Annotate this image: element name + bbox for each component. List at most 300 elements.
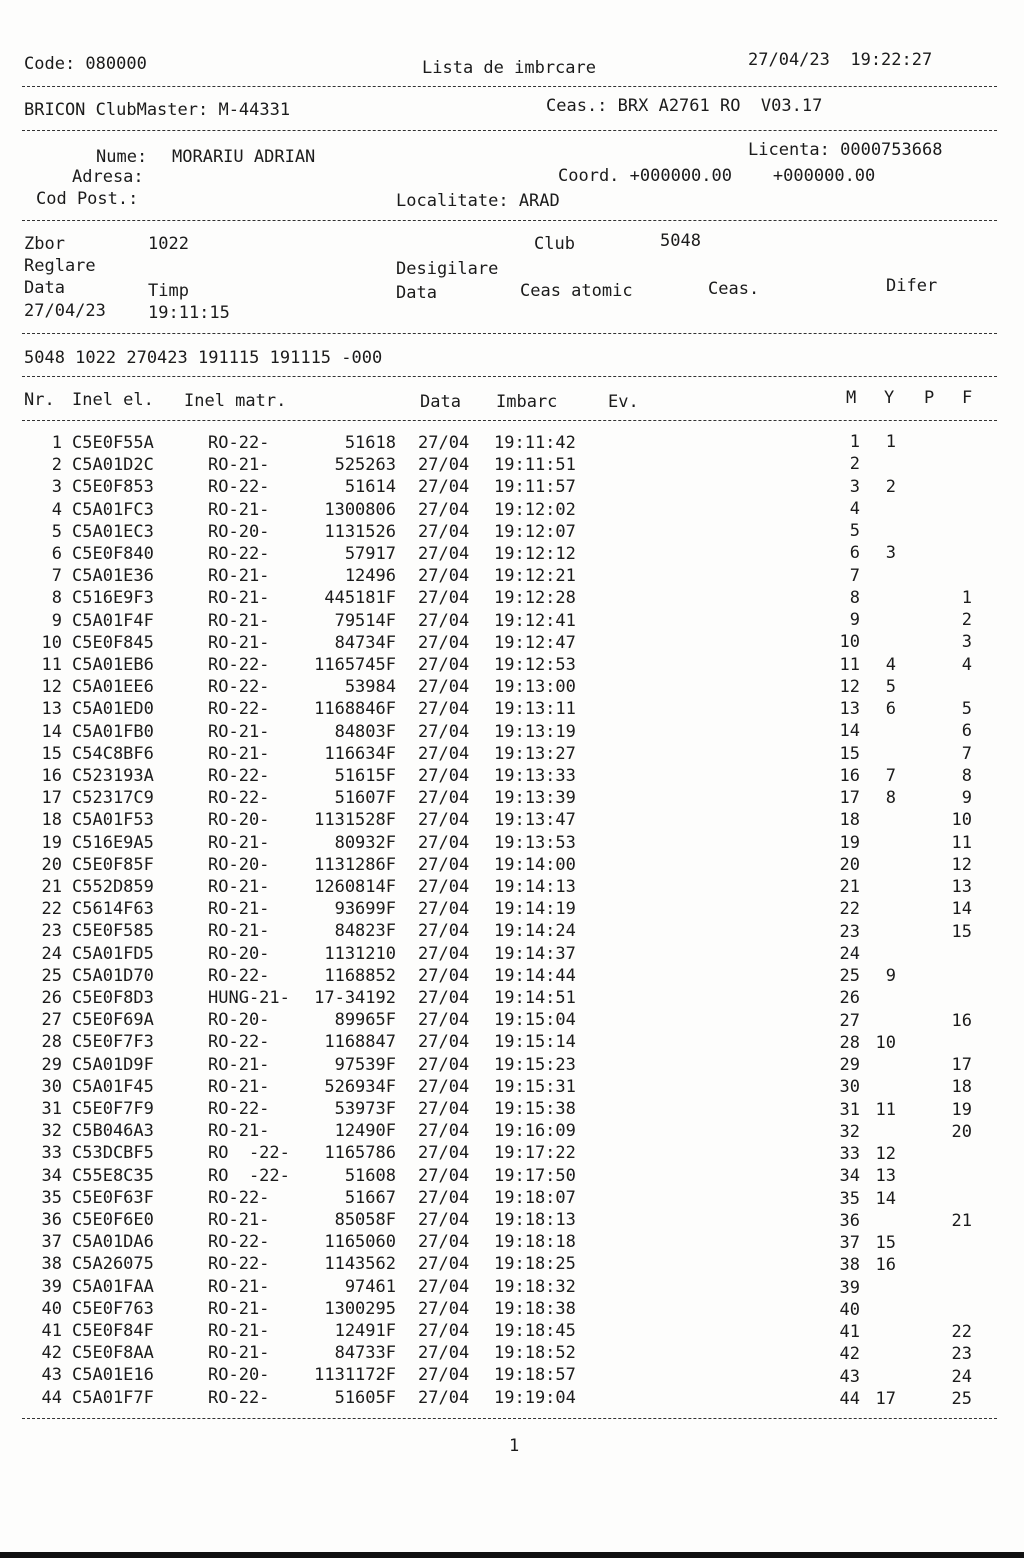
row-time: 19:13:47 — [494, 810, 576, 831]
row-m: 38 — [839, 1255, 860, 1276]
row-time: 19:14:51 — [494, 988, 576, 1008]
desigilare-label: Desigilare — [396, 259, 499, 279]
row-nr: 40 — [41, 1298, 62, 1319]
row-nr: 11 — [41, 655, 62, 675]
row-f: 4 — [961, 654, 972, 675]
row-time: 19:17:50 — [494, 1165, 576, 1186]
row-inel-el: C5A01EB6 — [72, 655, 154, 675]
row-f: 22 — [951, 1322, 972, 1342]
row-nr: 2 — [51, 455, 62, 476]
row-m: 12 — [839, 676, 860, 697]
col-ev: Ev. — [608, 392, 639, 412]
row-inel-el: C5A01DA6 — [72, 1232, 154, 1253]
row-ring-prefix: RO-22- — [208, 699, 270, 720]
row-nr: 23 — [41, 921, 62, 942]
row-m: 24 — [839, 943, 860, 964]
row-f: 21 — [951, 1210, 972, 1231]
row-date: 27/04 — [418, 1099, 470, 1119]
row-ring-prefix: RO-21- — [208, 743, 270, 764]
row-f: 3 — [961, 632, 972, 653]
row-y: 12 — [875, 1144, 896, 1164]
row-nr: 33 — [41, 1143, 62, 1164]
row-time: 19:12:53 — [494, 655, 576, 675]
row-m: 3 — [849, 476, 860, 497]
row-inel-el: C5A01D9F — [72, 1054, 154, 1075]
row-nr: 21 — [41, 877, 62, 897]
row-date: 27/04 — [418, 521, 470, 542]
row-ring-prefix: HUNG-21- — [208, 988, 290, 1008]
row-m: 18 — [839, 810, 860, 831]
row-ring-prefix: RO-21- — [208, 610, 270, 631]
row-y: 8 — [885, 788, 896, 808]
row-ring-number: 1165786 — [324, 1143, 396, 1164]
row-date: 27/04 — [418, 588, 470, 609]
row-ring-prefix: RO-21- — [208, 899, 270, 920]
row-date: 27/04 — [418, 766, 470, 786]
row-time: 19:18:45 — [494, 1321, 576, 1341]
row-m: 39 — [839, 1277, 860, 1298]
row-ring-number: 1131526 — [324, 521, 396, 542]
row-nr: 24 — [41, 943, 62, 964]
row-date: 27/04 — [418, 1121, 470, 1142]
row-ring-prefix: RO-21- — [208, 1076, 270, 1097]
divider — [22, 1418, 997, 1419]
row-date: 27/04 — [418, 677, 470, 698]
row-time: 19:14:19 — [494, 899, 576, 920]
row-ring-prefix: RO-22- — [208, 965, 270, 986]
row-ring-number: 1131172F — [314, 1365, 396, 1386]
row-ring-prefix: RO-20- — [208, 854, 270, 875]
divider — [22, 220, 997, 221]
row-nr: 16 — [41, 766, 62, 786]
row-date: 27/04 — [418, 877, 470, 897]
row-nr: 15 — [41, 743, 62, 764]
clock-id: Ceas.: BRX A2761 RO V03.17 — [546, 96, 823, 116]
row-inel-el: C5E0F63F — [72, 1187, 154, 1208]
row-ring-prefix: RO-20- — [208, 1010, 270, 1031]
row-nr: 4 — [51, 499, 62, 520]
row-ring-number: 1260814F — [314, 877, 396, 897]
row-ring-prefix: RO-22- — [208, 655, 270, 675]
row-y: 7 — [885, 765, 896, 786]
row-time: 19:13:19 — [494, 721, 576, 742]
row-inel-el: C523193A — [72, 766, 154, 786]
row-ring-prefix: RO-21- — [208, 499, 270, 520]
row-m: 32 — [839, 1121, 860, 1142]
row-time: 19:16:09 — [494, 1121, 576, 1142]
row-time: 19:18:38 — [494, 1298, 576, 1319]
row-time: 19:13:33 — [494, 766, 576, 786]
row-date: 27/04 — [418, 988, 470, 1008]
row-ring-number: 84734F — [334, 632, 396, 653]
row-inel-el: C5A01FC3 — [72, 499, 154, 520]
row-ring-number: 84803F — [334, 721, 396, 742]
row-m: 27 — [839, 1010, 860, 1031]
row-ring-prefix: RO-22- — [208, 544, 270, 564]
row-inel-el: C52317C9 — [72, 788, 154, 809]
row-date: 27/04 — [418, 1365, 470, 1386]
row-ring-number: 53973F — [334, 1099, 396, 1119]
row-nr: 19 — [41, 832, 62, 853]
row-date: 27/04 — [418, 788, 470, 809]
row-time: 19:15:23 — [494, 1054, 576, 1075]
row-ring-prefix: RO-22- — [208, 1099, 270, 1119]
row-ring-number: 80932F — [334, 832, 396, 853]
row-inel-el: C5E0F55A — [72, 433, 154, 453]
row-ring-number: 53984 — [344, 677, 396, 698]
row-ring-number: 12491F — [334, 1321, 396, 1341]
desigilare-date-label: Data — [396, 283, 437, 303]
row-nr: 14 — [41, 721, 62, 742]
row-inel-el: C5A01E36 — [72, 566, 154, 587]
row-inel-el: C5E0F85F — [72, 854, 154, 875]
row-f: 15 — [951, 921, 972, 942]
atomic-clock-label: Ceas atomic — [520, 281, 633, 301]
owner-name: MORARIU ADRIAN — [172, 147, 316, 167]
row-date: 27/04 — [418, 433, 470, 453]
clock-label: Ceas. — [708, 279, 760, 299]
row-inel-el: C54C8BF6 — [72, 743, 154, 764]
row-time: 19:12:02 — [494, 499, 576, 520]
row-f: 8 — [961, 765, 972, 786]
page-number: 1 — [509, 1436, 520, 1456]
row-ring-prefix: RO-21- — [208, 1298, 270, 1319]
row-m: 17 — [839, 788, 860, 808]
row-ring-prefix: RO-21- — [208, 566, 270, 587]
row-m: 6 — [849, 543, 860, 564]
difference-label: Difer — [886, 276, 938, 296]
row-inel-el: C5E0F6E0 — [72, 1210, 154, 1230]
row-y: 2 — [885, 476, 896, 497]
row-time: 19:14:44 — [494, 965, 576, 986]
row-ring-prefix: RO -22- — [208, 1165, 290, 1186]
divider — [22, 130, 997, 131]
row-time: 19:12:21 — [494, 566, 576, 587]
row-ring-prefix: RO-21- — [208, 832, 270, 853]
row-m: 16 — [839, 765, 860, 786]
name-label: Nume: — [96, 147, 148, 167]
row-inel-el: C5A01F7F — [72, 1387, 154, 1408]
row-ring-number: 85058F — [334, 1210, 396, 1230]
row-nr: 29 — [41, 1054, 62, 1075]
row-m: 19 — [839, 832, 860, 853]
row-ring-prefix: RO-22- — [208, 1387, 270, 1408]
row-ring-prefix: RO-21- — [208, 1121, 270, 1142]
license-number: Licenta: 0000753668 — [748, 140, 943, 160]
row-ring-number: 116634F — [324, 743, 396, 764]
row-nr: 39 — [41, 1276, 62, 1297]
row-ring-prefix: RO-22- — [208, 1254, 270, 1275]
row-nr: 32 — [41, 1121, 62, 1142]
row-nr: 26 — [41, 988, 62, 1008]
row-ring-number: 51608 — [344, 1165, 396, 1186]
row-date: 27/04 — [418, 455, 470, 476]
row-time: 19:14:00 — [494, 854, 576, 875]
row-ring-prefix: RO-21- — [208, 1276, 270, 1297]
row-y: 4 — [885, 654, 896, 675]
row-f: 7 — [961, 743, 972, 764]
row-inel-el: C5E0F7F9 — [72, 1099, 154, 1119]
row-nr: 6 — [51, 544, 62, 564]
row-date: 27/04 — [418, 1254, 470, 1275]
row-y: 15 — [875, 1233, 896, 1253]
postal-code-label: Cod Post.: — [36, 189, 139, 209]
row-nr: 30 — [41, 1076, 62, 1097]
row-ring-number: 525263 — [334, 455, 396, 476]
row-inel-el: C5E0F69A — [72, 1010, 154, 1031]
reglare-label: Reglare — [24, 256, 96, 276]
row-ring-number: 51615F — [334, 766, 396, 786]
row-inel-el: C5E0F7F3 — [72, 1032, 154, 1053]
row-nr: 37 — [41, 1232, 62, 1253]
row-f: 10 — [951, 810, 972, 831]
row-date: 27/04 — [418, 943, 470, 964]
row-y: 9 — [885, 966, 896, 986]
row-f: 20 — [951, 1121, 972, 1142]
row-nr: 34 — [41, 1165, 62, 1186]
row-date: 27/04 — [418, 566, 470, 587]
row-time: 19:12:12 — [494, 544, 576, 564]
row-nr: 3 — [51, 477, 62, 498]
row-ring-number: 526934F — [324, 1076, 396, 1097]
row-ring-prefix: RO-21- — [208, 721, 270, 742]
flight-summary: 5048 1022 270423 191115 191115 -000 — [24, 348, 383, 368]
row-f: 23 — [951, 1344, 972, 1365]
row-nr: 43 — [41, 1365, 62, 1386]
row-inel-el: C5E0F84F — [72, 1321, 154, 1341]
row-y: 11 — [875, 1099, 896, 1120]
row-time: 19:15:04 — [494, 1010, 576, 1031]
row-ring-prefix: RO-22- — [208, 766, 270, 786]
row-ring-prefix: RO-22- — [208, 433, 270, 453]
row-f: 19 — [951, 1099, 972, 1120]
row-time: 19:13:27 — [494, 743, 576, 764]
row-m: 7 — [849, 565, 860, 586]
print-datetime: 27/04/23 19:22:27 — [748, 50, 933, 70]
row-inel-el: C5A01F53 — [72, 810, 154, 831]
row-f: 5 — [961, 699, 972, 719]
divider — [22, 333, 997, 334]
row-m: 40 — [839, 1299, 860, 1320]
row-ring-prefix: RO-22- — [208, 1187, 270, 1208]
row-date: 27/04 — [418, 1276, 470, 1297]
row-nr: 22 — [41, 899, 62, 920]
divider — [22, 420, 997, 421]
row-ring-prefix: RO-21- — [208, 1321, 270, 1341]
row-f: 12 — [951, 854, 972, 875]
row-inel-el: C5A01E16 — [72, 1365, 154, 1386]
row-date: 27/04 — [418, 899, 470, 920]
row-ring-prefix: RO-21- — [208, 1054, 270, 1075]
row-ring-number: 1300806 — [324, 499, 396, 520]
row-nr: 38 — [41, 1254, 62, 1275]
row-nr: 17 — [41, 788, 62, 809]
row-m: 31 — [839, 1099, 860, 1120]
row-inel-el: C5A01F4F — [72, 610, 154, 631]
row-m: 43 — [839, 1366, 860, 1387]
reglare-time-label: Timp — [148, 281, 189, 301]
row-m: 1 — [849, 432, 860, 452]
row-ring-prefix: RO-20- — [208, 521, 270, 542]
row-inel-el: C5E0F8D3 — [72, 988, 154, 1008]
row-m: 22 — [839, 899, 860, 920]
row-time: 19:11:42 — [494, 433, 576, 453]
col-y: Y — [884, 388, 895, 408]
row-y: 16 — [875, 1255, 896, 1276]
row-date: 27/04 — [418, 699, 470, 720]
row-m: 37 — [839, 1233, 860, 1253]
row-ring-number: 51605F — [334, 1387, 396, 1408]
row-y: 10 — [875, 1032, 896, 1053]
row-ring-number: 84823F — [334, 921, 396, 942]
row-m: 44 — [839, 1388, 860, 1409]
col-nr: Nr. — [24, 390, 55, 410]
row-y: 13 — [875, 1166, 896, 1187]
row-y: 14 — [875, 1188, 896, 1209]
row-inel-el: C53DCBF5 — [72, 1143, 154, 1164]
row-nr: 20 — [41, 854, 62, 875]
row-nr: 5 — [51, 521, 62, 542]
flight-number: 1022 — [148, 234, 189, 254]
row-ring-number: 97539F — [334, 1054, 396, 1075]
row-nr: 8 — [51, 588, 62, 609]
row-time: 19:18:07 — [494, 1187, 576, 1208]
row-inel-el: C5A01FB0 — [72, 721, 154, 742]
row-time: 19:12:41 — [494, 610, 576, 631]
row-time: 19:14:24 — [494, 921, 576, 942]
row-ring-number: 1168852 — [324, 965, 396, 986]
divider — [22, 376, 997, 377]
row-ring-number: 17-34192 — [314, 988, 396, 1008]
address-label: Adresa: — [72, 167, 144, 187]
row-m: 42 — [839, 1344, 860, 1365]
row-time: 19:12:47 — [494, 632, 576, 653]
row-ring-number: 12496 — [344, 566, 396, 587]
flight-label: Zbor — [24, 234, 65, 254]
row-m: 8 — [849, 587, 860, 608]
row-date: 27/04 — [418, 1187, 470, 1208]
reglare-date: 27/04/23 — [24, 301, 106, 321]
row-f: 1 — [961, 587, 972, 608]
document-title: Lista de imbrcare — [422, 58, 596, 78]
row-date: 27/04 — [418, 832, 470, 853]
row-ring-number: 1131528F — [314, 810, 396, 831]
row-ring-prefix: RO-21- — [208, 877, 270, 897]
row-inel-el: C5B046A3 — [72, 1121, 154, 1142]
row-nr: 35 — [41, 1187, 62, 1208]
row-time: 19:15:31 — [494, 1076, 576, 1097]
row-date: 27/04 — [418, 1343, 470, 1364]
row-date: 27/04 — [418, 1165, 470, 1186]
row-ring-prefix: RO-21- — [208, 921, 270, 942]
row-date: 27/04 — [418, 499, 470, 520]
row-nr: 28 — [41, 1032, 62, 1053]
row-ring-number: 12490F — [334, 1121, 396, 1142]
row-ring-number: 1300295 — [324, 1298, 396, 1319]
row-time: 19:12:28 — [494, 588, 576, 609]
row-m: 36 — [839, 1210, 860, 1231]
row-ring-number: 51614 — [344, 477, 396, 498]
row-nr: 7 — [51, 566, 62, 587]
row-time: 19:13:00 — [494, 677, 576, 698]
row-m: 11 — [839, 654, 860, 675]
row-ring-number: 1168846F — [314, 699, 396, 720]
row-m: 20 — [839, 854, 860, 875]
row-date: 27/04 — [418, 743, 470, 764]
row-m: 10 — [839, 632, 860, 653]
row-nr: 27 — [41, 1010, 62, 1031]
row-date: 27/04 — [418, 921, 470, 942]
row-inel-el: C5A26075 — [72, 1254, 154, 1275]
row-ring-number: 1165745F — [314, 655, 396, 675]
row-m: 4 — [849, 498, 860, 519]
row-ring-number: 51607F — [334, 788, 396, 809]
row-inel-el: C5A01F45 — [72, 1076, 154, 1097]
row-ring-number: 445181F — [324, 588, 396, 609]
row-time: 19:18:32 — [494, 1276, 576, 1297]
divider — [22, 86, 997, 87]
row-date: 27/04 — [418, 610, 470, 631]
row-date: 27/04 — [418, 1210, 470, 1230]
row-inel-el: C5E0F763 — [72, 1298, 154, 1319]
row-f: 6 — [961, 721, 972, 742]
scan-edge — [0, 1552, 1024, 1558]
row-nr: 44 — [41, 1387, 62, 1408]
row-time: 19:13:53 — [494, 832, 576, 853]
row-ring-number: 89965F — [334, 1010, 396, 1031]
row-m: 23 — [839, 921, 860, 942]
row-f: 13 — [951, 877, 972, 897]
col-m: M — [846, 388, 857, 408]
row-date: 27/04 — [418, 1298, 470, 1319]
row-f: 2 — [961, 610, 972, 630]
row-inel-el: C5E0F840 — [72, 544, 154, 564]
club-number: 5048 — [660, 231, 701, 251]
clubmaster-id: BRICON ClubMaster: M-44331 — [24, 100, 291, 120]
row-date: 27/04 — [418, 655, 470, 675]
row-m: 26 — [839, 988, 860, 1009]
row-ring-number: 79514F — [334, 610, 396, 631]
row-date: 27/04 — [418, 477, 470, 498]
locality: Localitate: ARAD — [396, 191, 560, 211]
row-m: 15 — [839, 743, 860, 764]
row-f: 9 — [961, 788, 972, 808]
row-m: 21 — [839, 877, 860, 897]
row-time: 19:13:11 — [494, 699, 576, 720]
row-inel-el: C516E9F3 — [72, 588, 154, 609]
row-date: 27/04 — [418, 1054, 470, 1075]
row-m: 34 — [839, 1166, 860, 1187]
row-date: 27/04 — [418, 1232, 470, 1253]
row-m: 13 — [839, 699, 860, 719]
row-inel-el: C5E0F585 — [72, 921, 154, 942]
row-f: 16 — [951, 1010, 972, 1031]
row-ring-number: 1143562 — [324, 1254, 396, 1275]
row-inel-el: C5E0F8AA — [72, 1343, 154, 1364]
row-ring-prefix: RO-22- — [208, 477, 270, 498]
row-time: 19:15:38 — [494, 1099, 576, 1119]
row-nr: 9 — [51, 610, 62, 631]
row-time: 19:19:04 — [494, 1387, 576, 1408]
row-ring-prefix: RO-22- — [208, 1232, 270, 1253]
row-date: 27/04 — [418, 810, 470, 831]
row-inel-el: C5A01D2C — [72, 455, 154, 476]
row-inel-el: C516E9A5 — [72, 832, 154, 853]
row-m: 33 — [839, 1144, 860, 1164]
row-date: 27/04 — [418, 1143, 470, 1164]
row-ring-number: 97461 — [344, 1276, 396, 1297]
row-time: 19:18:52 — [494, 1343, 576, 1364]
